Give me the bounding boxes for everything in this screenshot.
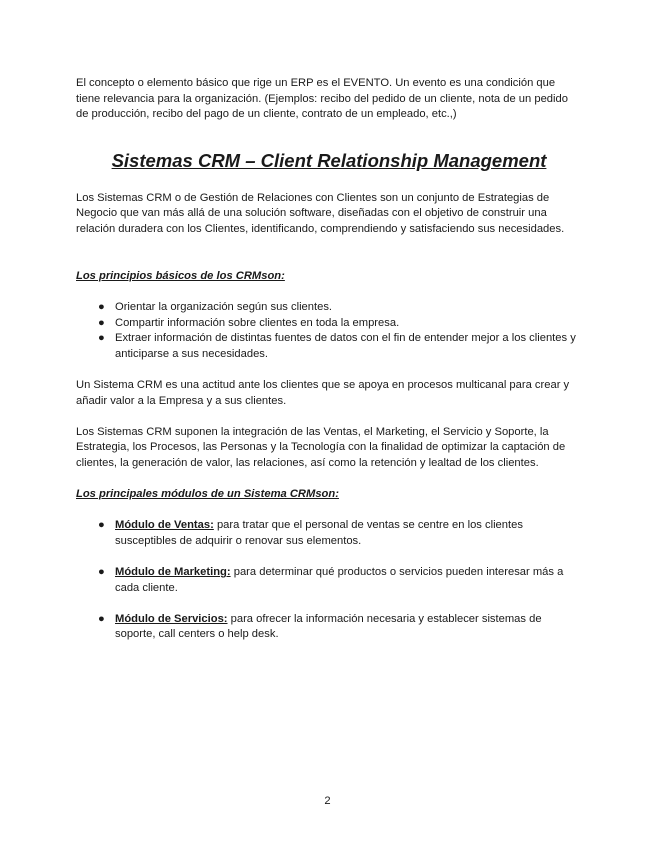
definition-paragraph: Los Sistemas CRM o de Gestión de Relaciones con Clientes son un conjunto de Estrategias de Negocio que van más allá de una solución software, diseñadas con el objetivo de construir una relación duradera con los Clientes, identificando, comprendiendo y satisfaciendo sus necesidades. (76, 191, 565, 235)
bullet-icon: ● (98, 566, 105, 579)
bullet-icon: ● (98, 519, 105, 532)
attitude-paragraph: Un Sistema CRM es una actitud ante los clientes que se apoya en procesos multicanal para crear y añadir valor a la Empresa y a sus clientes. (76, 378, 570, 407)
bullet-icon: ● (98, 332, 105, 345)
module-description: para ofrecer la información necesaria y establecer sistemas de soporte, call centers o help desk. (115, 612, 542, 641)
bullet-icon: ● (98, 300, 105, 313)
bullet-icon: ● (98, 316, 105, 329)
modules-heading: Los principales módulos de un Sistema CRMson: (76, 488, 339, 501)
list-item-text: Orientar la organización según sus clientes. (115, 300, 333, 313)
list-item (76, 316, 582, 332)
document-page (76, 76, 582, 659)
module-description: para determinar qué productos o servicios pueden interesar más a cada cliente. (115, 566, 564, 594)
module-item (76, 612, 582, 643)
page-number: 2 (324, 795, 331, 807)
intro-paragraph: El concepto o elemento básico que rige un ERP es el EVENTO. Un evento es una condición que tiene relevancia para la organización. (Ejemplos: recibo del pedido de un cliente, nota de un pedido de producción, recibo del pago de un cliente, contrato de un empleado, etc.,) (76, 77, 568, 121)
module-description: para tratar que el personal de ventas se centre en los clientes susceptibles de adquirir o renovar sus elementos. (115, 519, 523, 547)
modules-list (76, 518, 582, 643)
module-name: Módulo de Marketing: (115, 566, 231, 579)
list-item (76, 331, 582, 362)
list-item-text: Extraer información de distintas fuentes de datos con el fin de entender mejor a los clientes y anticiparse a sus necesidades. (115, 332, 576, 360)
section-title: Sistemas CRM – Client Relationship Management (111, 149, 547, 171)
principles-heading: Los principios básicos de los CRMson: (76, 269, 285, 282)
spacer (76, 253, 582, 269)
integration-paragraph: Los Sistemas CRM suponen la integración de las Ventas, el Marketing, el Servicio y Soporte, la Estrategia, los Procesos, las Personas y la Tecnología con la finalidad de optimizar la captación de clientes, la generación de valor, las relaciones, así como la retención y lealtad de los clientes. (76, 425, 566, 469)
module-item (76, 565, 582, 596)
list-item-text: Compartir información sobre clientes en toda la empresa. (115, 316, 400, 329)
bullet-icon: ● (98, 612, 105, 625)
principles-list (76, 300, 582, 362)
list-item (76, 300, 582, 316)
module-name: Módulo de Servicios: (115, 612, 228, 625)
module-item (76, 518, 582, 549)
module-name: Módulo de Ventas: (115, 519, 214, 532)
